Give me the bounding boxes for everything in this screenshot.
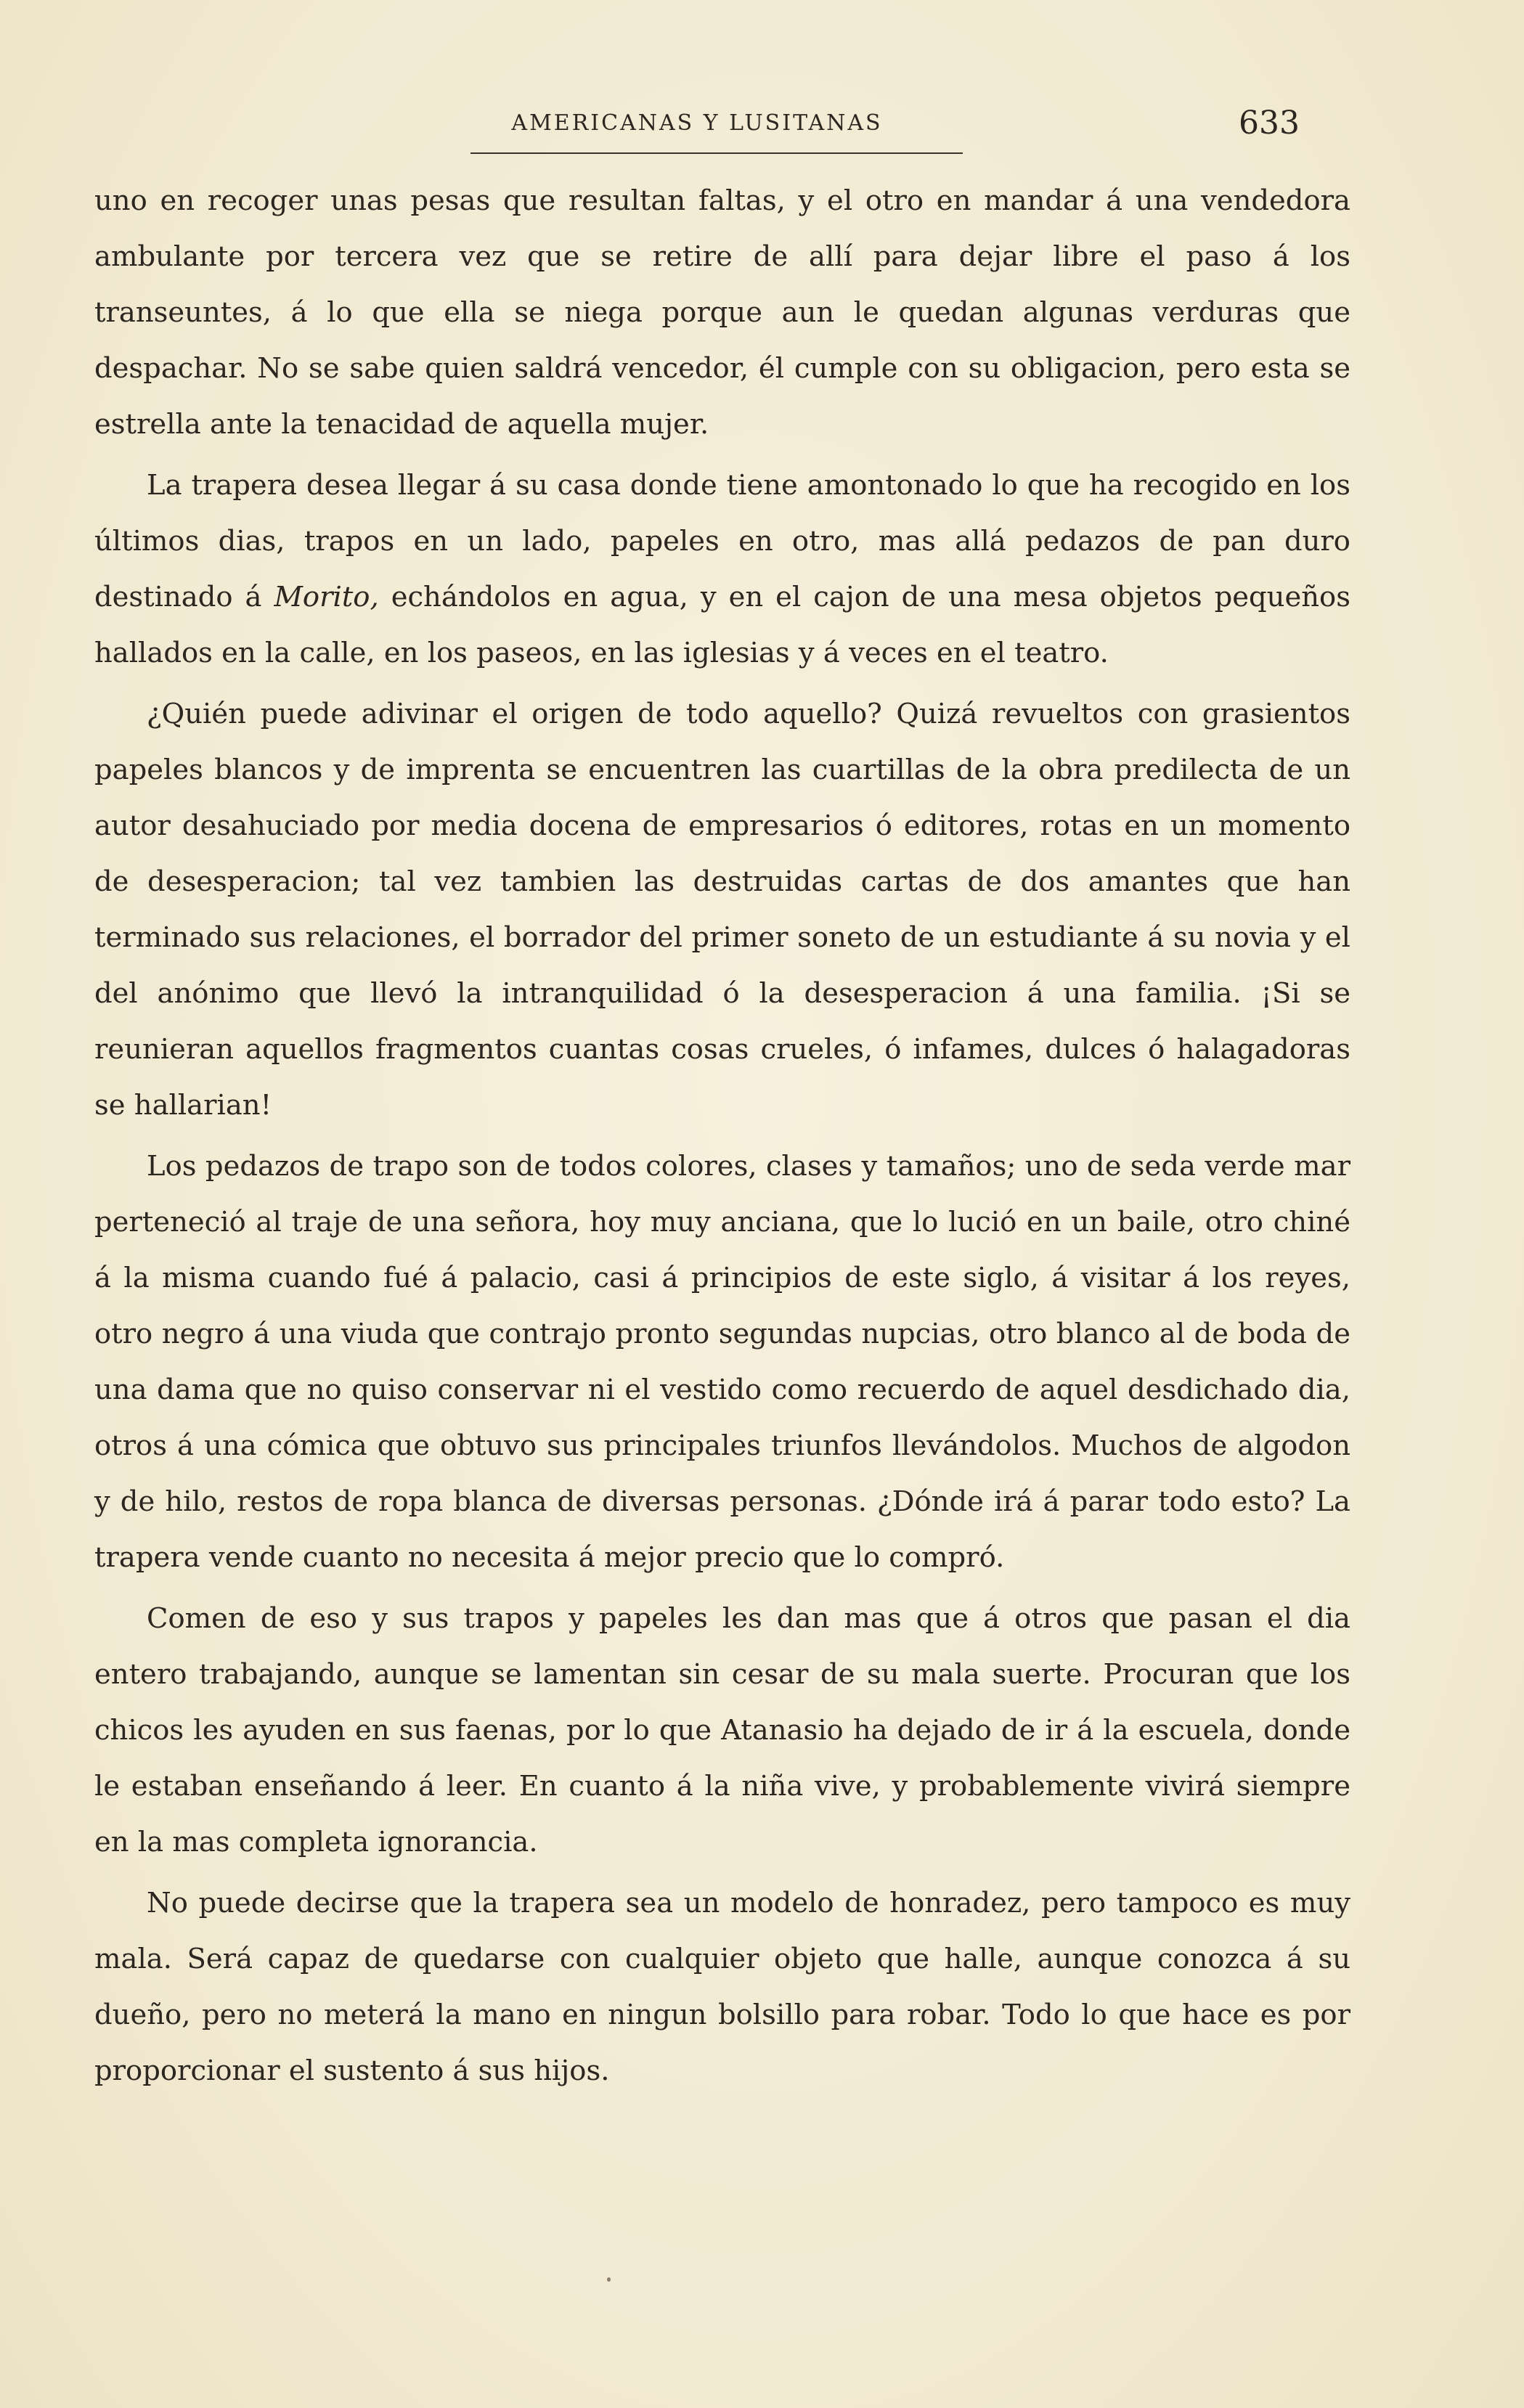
paragraph-1	[94, 173, 1350, 452]
paragraph-6-text: No puede decirse que la trapera sea un modelo de honradez, pero tampoco es muy mala. Será capaz de quedarse con cualquier objeto que halle, aunque conozca á su dueño, pero no meterá la mano en ningun bolsillo para robar. Todo lo que hace es por proporcionar el sustento á sus hijos.	[94, 1887, 1350, 2087]
paragraph-6	[94, 1875, 1350, 2099]
running-title: AMERICANAS Y LUSITANAS	[511, 110, 883, 136]
paragraph-4-text: Los pedazos de trapo son de todos colores, clases y tamaños; uno de seda verde mar perteneció al traje de una señora, hoy muy anciana, que lo lució en un baile, otro chiné á la misma cuando fué á palacio, casi á principios de este siglo, á visitar á los reyes, otro negro á una viuda que contrajo pronto segundas nupcias, otro blanco al de boda de una dama que no quiso conservar ni el vestido como recuerdo de aquel desdichado dia, otros á una cómica que obtuvo sus principales triunfos llevándolos. Muchos de algodon y de hilo, restos de ropa blanca de diversas personas. ¿Dónde irá á parar todo esto? La trapera vende cuanto no necesita á mejor precio que lo compró.	[94, 1150, 1350, 1574]
paragraph-5	[94, 1591, 1350, 1870]
paragraph-5-text: Comen de eso y sus trapos y papeles les dan mas que á otros que pasan el dia entero trabajando, aunque se lamentan sin cesar de su mala suerte. Procuran que los chicos les ayuden en sus faenas, por lo que Atanasio ha dejado de ir á la escuela, donde le estaban enseñando á leer. En cuanto á la niña vive, y probablemente vivirá siempre en la mas completa ignorancia.	[94, 1602, 1350, 1858]
paragraph-1-text: uno en recoger unas pesas que resultan faltas, y el otro en mandar á una vendedora ambulante por tercera vez que se retire de allí para dejar libre el paso á los transeuntes, á lo que ella se niega porque aun le quedan algunas verduras que despachar. No se sabe quien saldrá vencedor, él cumple con su obligacion, pero esta se estrella ante la tenacidad de aquella mujer.	[94, 184, 1350, 441]
paragraph-3	[94, 686, 1350, 1133]
paragraph-4	[94, 1138, 1350, 1585]
running-header	[94, 102, 1300, 145]
body-text	[94, 173, 1350, 2104]
italic-name-morito: Morito,	[274, 581, 379, 613]
header-rule	[470, 152, 963, 154]
paper-speck	[607, 2277, 611, 2282]
page-number: 633	[1239, 105, 1300, 142]
paragraph-2	[94, 457, 1350, 681]
paragraph-2-text-end: echándolos en agua, y en el cajon de una mesa objetos pequeños hallados en la calle, en los paseos, en las iglesias y á veces en el teatro.	[94, 581, 1350, 669]
paragraph-3-text: ¿Quién puede adivinar el origen de todo aquello? Quizá revueltos con grasientos papeles blancos y de imprenta se encuentren las cuartillas de la obra predilecta de un autor desahuciado por media docena de empresarios ó editores, rotas en un momento de desesperacion; tal vez tambien las destruidas cartas de dos amantes que han terminado sus relaciones, el borrador del primer soneto de un estudiante á su novia y el del anónimo que llevó la intranquilidad ó la desesperacion á una familia. ¡Si se reunieran aquellos fragmentos cuantas cosas crueles, ó infames, dulces ó halagadoras se hallarian!	[94, 698, 1350, 1122]
paragraph-2-text-start: La trapera desea llegar á su casa donde tiene amontonado lo que ha recogido en los últimos dias, trapos en un lado, papeles en otro, mas allá pedazos de pan duro destinado á	[94, 469, 1350, 613]
